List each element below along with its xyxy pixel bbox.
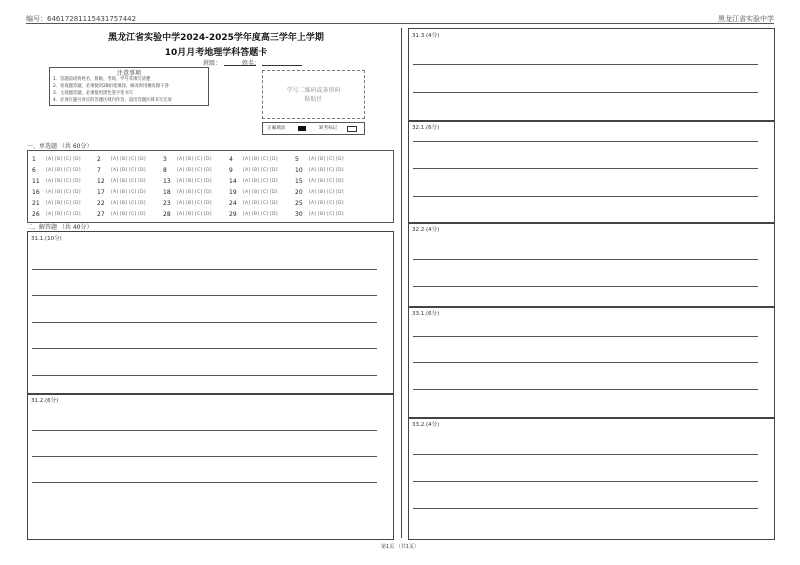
- name-label: 姓名：: [242, 60, 261, 67]
- choice-question: [229, 178, 293, 187]
- answer-line: [413, 64, 758, 65]
- question-number: 26: [32, 211, 40, 218]
- title-block: [26, 30, 406, 58]
- answer-line: [413, 362, 758, 363]
- answer-options[interactable]: [A] [B] [C] [D]: [46, 211, 81, 217]
- answer-line: [413, 286, 758, 287]
- section-single-choice-title: 一、单选题 （共 60分）: [27, 143, 93, 150]
- section-answer-title: 二、解答题 （共 40分）: [27, 224, 93, 231]
- choice-question: [32, 178, 96, 187]
- q31-2-label: 31.2.(6分): [31, 398, 59, 404]
- question-number: 21: [32, 200, 40, 207]
- answer-options[interactable]: [A] [B] [C] [D]: [46, 178, 81, 184]
- question-number: 7: [97, 167, 101, 174]
- correct-fill-swatch: [298, 126, 306, 131]
- question-number: 20: [295, 189, 303, 196]
- question-number: 30: [295, 211, 303, 218]
- answer-options[interactable]: [A] [B] [C] [D]: [111, 211, 146, 217]
- answer-options[interactable]: [A] [B] [C] [D]: [309, 178, 344, 184]
- notice-box: [49, 67, 209, 106]
- answer-line: [413, 196, 758, 197]
- question-number: 19: [229, 189, 237, 196]
- choice-question: [295, 167, 359, 176]
- answer-line: [413, 141, 758, 142]
- answer-box-31-3[interactable]: [408, 28, 775, 122]
- answer-box-32-2[interactable]: [408, 222, 775, 308]
- answer-box-31-2[interactable]: [27, 393, 394, 540]
- header-divider: [26, 23, 774, 24]
- barcode-paste-area: [262, 70, 365, 119]
- question-number: 28: [163, 211, 171, 218]
- choice-question: [163, 200, 227, 209]
- answer-options[interactable]: [A] [B] [C] [D]: [177, 178, 212, 184]
- answer-line: [32, 482, 377, 483]
- answer-options[interactable]: [A] [B] [C] [D]: [46, 189, 81, 195]
- answer-line: [413, 481, 758, 482]
- answer-options[interactable]: [A] [B] [C] [D]: [243, 189, 278, 195]
- choice-question: [163, 156, 227, 165]
- choice-question: [32, 156, 96, 165]
- question-number: 3: [163, 156, 167, 163]
- answer-options[interactable]: [A] [B] [C] [D]: [111, 167, 146, 173]
- answer-line: [32, 375, 377, 376]
- question-number: 10: [295, 167, 303, 174]
- page-footer: 第1页 （共1页）: [381, 544, 419, 550]
- answer-options[interactable]: [A] [B] [C] [D]: [111, 200, 146, 206]
- question-number: 11: [32, 178, 40, 185]
- choice-question: [295, 211, 359, 220]
- choice-question: [295, 156, 359, 165]
- choice-question: [32, 167, 96, 176]
- answer-options[interactable]: [A] [B] [C] [D]: [243, 156, 278, 162]
- answer-line: [413, 168, 758, 169]
- choice-question: [97, 189, 161, 198]
- notice-item-3: 3．主观题答题，必须使用黑色签字笔书写: [53, 91, 134, 96]
- answer-options[interactable]: [A] [B] [C] [D]: [177, 200, 212, 206]
- answer-options[interactable]: [A] [B] [C] [D]: [46, 200, 81, 206]
- barcode-text-2: 粘贴区: [304, 96, 323, 103]
- question-number: 27: [97, 211, 105, 218]
- choice-question: [295, 200, 359, 209]
- answer-options[interactable]: [A] [B] [C] [D]: [243, 178, 278, 184]
- title-line-1: 黑龙江省实验中学2024-2025学年度高三学年上学期: [108, 33, 324, 43]
- answer-options[interactable]: [A] [B] [C] [D]: [243, 167, 278, 173]
- column-divider: [401, 28, 402, 538]
- answer-box-32-1[interactable]: [408, 120, 775, 224]
- choice-question: [97, 178, 161, 187]
- answer-options[interactable]: [A] [B] [C] [D]: [177, 189, 212, 195]
- answer-options[interactable]: [A] [B] [C] [D]: [309, 156, 344, 162]
- single-choice-area: [27, 150, 394, 223]
- choice-question: [163, 167, 227, 176]
- answer-options[interactable]: [A] [B] [C] [D]: [111, 156, 146, 162]
- choice-question: [32, 211, 96, 220]
- answer-options[interactable]: [A] [B] [C] [D]: [111, 178, 146, 184]
- q33-2-label: 33.2.(4分): [412, 422, 440, 428]
- answer-options[interactable]: [A] [B] [C] [D]: [46, 167, 81, 173]
- notice-title: 注意事项: [116, 70, 141, 77]
- q31-3-label: 31.3.(4分): [412, 33, 440, 39]
- answer-line: [413, 336, 758, 337]
- answer-options[interactable]: [A] [B] [C] [D]: [177, 211, 212, 217]
- answer-options[interactable]: [A] [B] [C] [D]: [177, 167, 212, 173]
- choice-question: [229, 167, 293, 176]
- answer-line: [413, 454, 758, 455]
- answer-line: [413, 389, 758, 390]
- answer-options[interactable]: [A] [B] [C] [D]: [46, 156, 81, 162]
- choice-question: [97, 200, 161, 209]
- choice-question: [163, 211, 227, 220]
- choice-question: [97, 167, 161, 176]
- question-number: 13: [163, 178, 171, 185]
- question-number: 9: [229, 167, 233, 174]
- question-number: 4: [229, 156, 233, 163]
- question-number: 17: [97, 189, 105, 196]
- answer-line: [32, 295, 377, 296]
- choice-question: [97, 211, 161, 220]
- class-label: 班级：: [203, 60, 222, 67]
- answer-options[interactable]: [A] [B] [C] [D]: [309, 211, 344, 217]
- answer-options[interactable]: [A] [B] [C] [D]: [177, 156, 212, 162]
- answer-line: [413, 508, 758, 509]
- answer-line: [413, 92, 758, 93]
- q31-1-label: 31.1.(10分): [31, 236, 62, 242]
- answer-options[interactable]: [A] [B] [C] [D]: [243, 211, 278, 217]
- question-number: 29: [229, 211, 237, 218]
- choice-question: [163, 178, 227, 187]
- choice-row: [32, 167, 387, 176]
- serial-number: 编号：64617281115431757442: [26, 15, 137, 23]
- answer-line: [32, 322, 377, 323]
- question-number: 23: [163, 200, 171, 207]
- answer-line: [32, 269, 377, 270]
- choice-question: [229, 189, 293, 198]
- choice-question: [229, 211, 293, 220]
- name-field[interactable]: [262, 58, 302, 66]
- choice-question: [32, 200, 96, 209]
- answer-line: [32, 348, 377, 349]
- notice-item-2: 2．客观题答题，必须使用2B铅笔填涂，修改时用橡皮擦干净: [53, 84, 169, 89]
- answer-line: [32, 456, 377, 457]
- answer-options[interactable]: [A] [B] [C] [D]: [309, 189, 344, 195]
- answer-options[interactable]: [A] [B] [C] [D]: [309, 200, 344, 206]
- answer-line: [413, 259, 758, 260]
- question-number: 1: [32, 156, 36, 163]
- q32-2-label: 32.2.(4分): [412, 227, 440, 233]
- choice-question: [295, 189, 359, 198]
- choice-question: [97, 156, 161, 165]
- question-number: 24: [229, 200, 237, 207]
- choice-question: [229, 156, 293, 165]
- question-number: 6: [32, 167, 36, 174]
- title-line-2: 10月月考地理学科答题卡: [164, 48, 268, 58]
- absent-mark-box[interactable]: [347, 126, 357, 132]
- choice-row: [32, 211, 387, 220]
- answer-options[interactable]: [A] [B] [C] [D]: [111, 189, 146, 195]
- answer-options[interactable]: [A] [B] [C] [D]: [309, 167, 344, 173]
- choice-question: [32, 189, 96, 198]
- question-number: 18: [163, 189, 171, 196]
- q32-1-label: 32.1.(6分): [412, 125, 440, 131]
- choice-row: [32, 156, 387, 165]
- answer-box-31-1[interactable]: [27, 231, 394, 395]
- q33-1-label: 33.1.(6分): [412, 311, 440, 317]
- fill-legend: [262, 122, 365, 135]
- barcode-text-1: 学号二维码或条形码: [286, 87, 341, 94]
- notice-item-1: 1．答题前请将姓名、班级、考场、学号等填写清楚: [53, 77, 151, 82]
- answer-box-33-2[interactable]: [408, 417, 775, 540]
- choice-row: [32, 189, 387, 198]
- choice-question: [163, 189, 227, 198]
- question-number: 15: [295, 178, 303, 185]
- question-number: 2: [97, 156, 101, 163]
- question-number: 12: [97, 178, 105, 185]
- choice-question: [229, 200, 293, 209]
- question-number: 8: [163, 167, 167, 174]
- answer-box-33-1[interactable]: [408, 306, 775, 419]
- school-name-top-right: 黑龙江省实验中学: [718, 15, 774, 23]
- answer-options[interactable]: [A] [B] [C] [D]: [243, 200, 278, 206]
- question-number: 5: [295, 156, 299, 163]
- question-number: 25: [295, 200, 303, 207]
- choice-question: [295, 178, 359, 187]
- question-number: 22: [97, 200, 105, 207]
- choice-row: [32, 200, 387, 209]
- notice-item-4: 4．必须在题号对应的答题区域内作答，超出答题区域书写无效: [53, 98, 172, 103]
- question-number: 16: [32, 189, 40, 196]
- question-number: 14: [229, 178, 237, 185]
- answer-line: [32, 430, 377, 431]
- absent-mark-label: 缺考标记: [319, 126, 338, 131]
- choice-row: [32, 178, 387, 187]
- correct-fill-label: 正确填涂: [267, 126, 286, 131]
